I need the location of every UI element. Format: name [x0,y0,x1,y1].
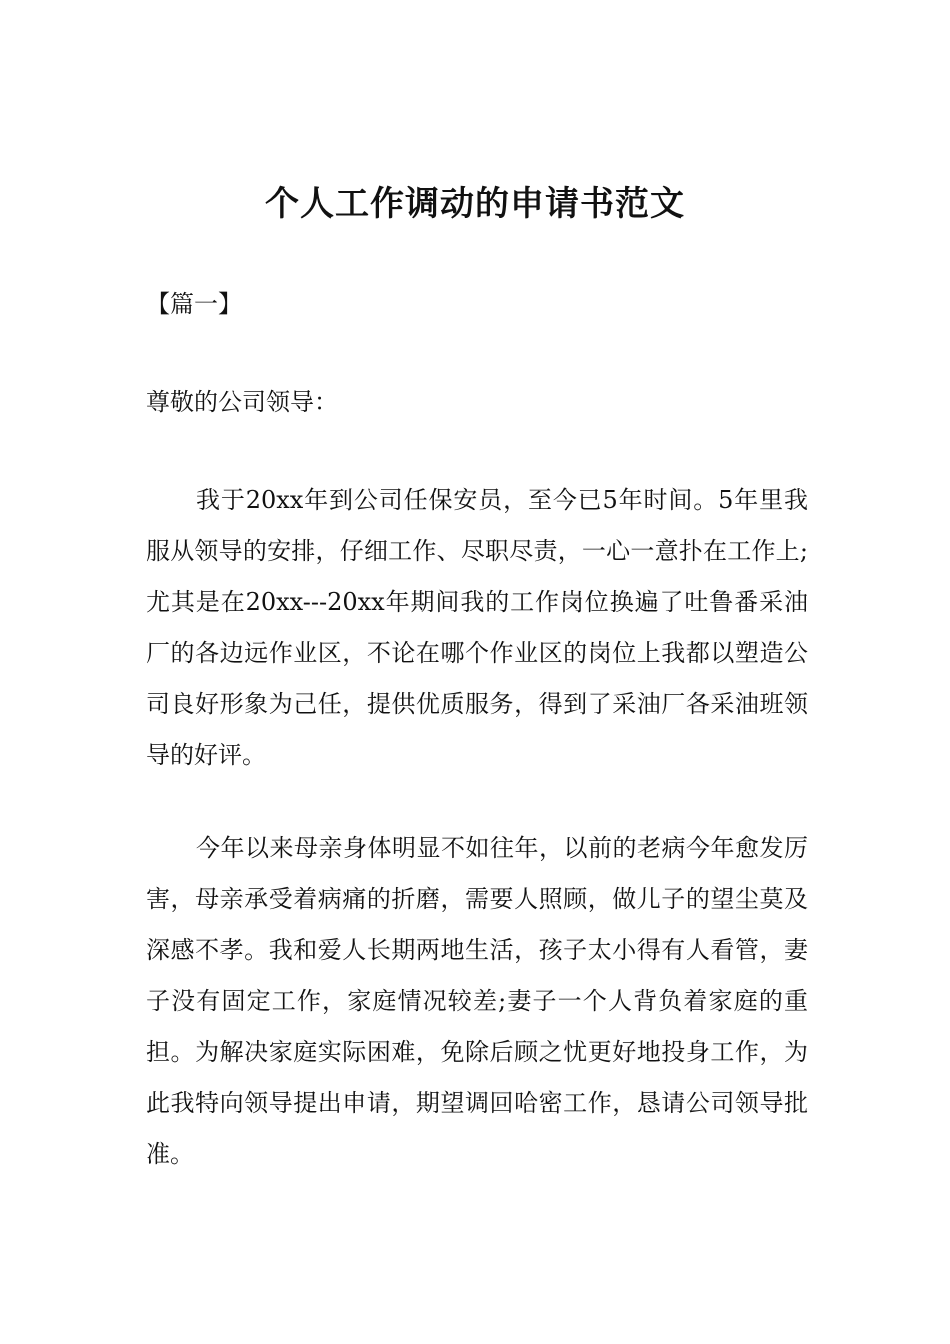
body-paragraph: 今年以来母亲身体明显不如往年，以前的老病今年愈发厉害，母亲承受着病痛的折磨，需要人照顾，做儿子的望尘莫及深感不孝。我和爱人长期两地生活，孩子太小得有人看管，妻子没有固定工作，家庭情况较差;妻子一个人背负着家庭的重担。为解决家庭实际困难，免除后顾之忧更好地投身工作，为此我特向领导提出申请，期望调回哈密工作，恳请公司领导批准。 [146,834,808,1168]
body-paragraph: 我于20xx年到公司任保安员，至今已5年时间。5年里我服从领导的安排，仔细工作、尽职尽责，一心一意扑在工作上;尤其是在20xx---20xx年期间我的工作岗位换遍了吐鲁番采油厂的各边远作业区，不论在哪个作业区的岗位上我都以塑造公司良好形象为己任，提供优质服务，得到了采油厂各采油班领导的好评。 [146,486,808,769]
section-label: 【篇一】 [146,290,242,318]
salutation: 尊敬的公司领导： [146,388,338,416]
document-title: 个人工作调动的申请书范文 [265,184,685,224]
